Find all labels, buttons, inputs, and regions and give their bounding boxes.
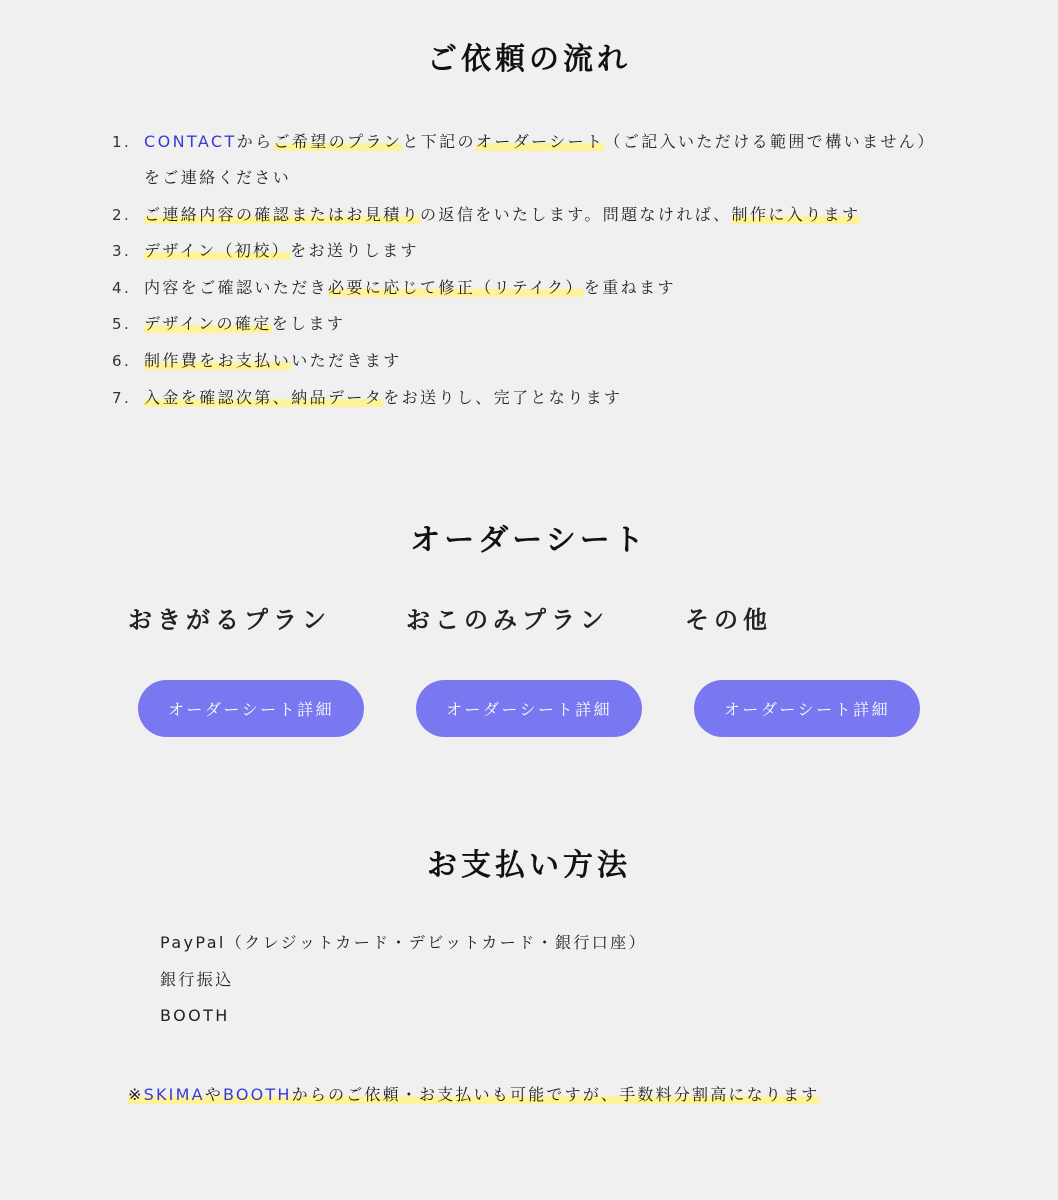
step-text (144, 197, 932, 233)
step-text (144, 343, 932, 379)
step-text-part: から (236, 132, 274, 151)
contact-link[interactable]: CONTACT (144, 132, 237, 151)
payment-method-paypal: PayPal（クレジットカード・デビットカード・銀行口座） (160, 933, 647, 952)
step-text-part: と下記の (402, 132, 476, 151)
step-text-highlight: デザイン（初校） (144, 241, 291, 261)
plan-name-okigaru: おきがるプラン (128, 606, 331, 634)
step-text-part: いただきます (291, 350, 402, 370)
payment-section-title: お支払い方法 (427, 848, 631, 883)
flow-step (112, 306, 932, 342)
step-text (144, 124, 932, 196)
payment-method-bank-transfer: 銀行振込 (160, 969, 234, 989)
step-text-highlight: ご連絡内容の確認またはお見積り (144, 204, 421, 224)
step-text (144, 380, 932, 416)
order-sheet-details-button-okonomi[interactable]: オーダーシート詳細 (416, 680, 642, 737)
booth-link[interactable]: BOOTH (222, 1085, 292, 1104)
step-text (144, 233, 932, 269)
step-text-part: をお送りし、完了となります (383, 387, 623, 407)
note-text: からのご依頼・お支払いも可能ですが、手数料分割高になります (291, 1085, 820, 1104)
flow-section-title: ご依頼の流れ (427, 42, 631, 77)
step-number: 6. (112, 351, 132, 370)
order-sheet-section-title: オーダーシート (410, 523, 648, 558)
step-number: 1. (112, 133, 132, 151)
step-number: 5. (112, 315, 132, 334)
step-text-highlight: ご希望のプラン (273, 132, 403, 151)
step-number: 2. (112, 205, 132, 224)
flow-step (112, 197, 932, 233)
step-text-highlight: 入金を確認次第、納品データ (144, 387, 384, 407)
flow-step (112, 124, 932, 196)
step-text (144, 270, 932, 306)
plans-grid (0, 600, 1058, 760)
step-text-part: の返信をいたします。問題なければ、 (420, 204, 732, 224)
flow-step (112, 380, 932, 416)
flow-step (112, 233, 932, 269)
step-text-part: を重ねます (583, 277, 676, 297)
flow-step (112, 343, 932, 379)
plan-name-okonomi: おこのみプラン (406, 606, 609, 634)
step-number: 4. (112, 278, 132, 297)
step-text-part: 内容をご確認いただき (144, 277, 329, 297)
payment-methods-list (160, 925, 647, 1035)
step-text-part: （ご記入いただける範囲で構いません）をご連絡ください (144, 132, 928, 187)
step-text-highlight: オーダーシート (475, 132, 605, 151)
step-text-highlight: 必要に応じて修正（リテイク） (328, 277, 584, 297)
order-sheet-details-button-okigaru[interactable]: オーダーシート詳細 (138, 680, 364, 737)
step-number: 3. (112, 242, 132, 261)
step-text-highlight: 制作費をお支払い (144, 350, 292, 370)
skima-link[interactable]: SKIMA (143, 1085, 205, 1104)
step-text-part: をします (271, 314, 346, 334)
flow-steps-list (112, 124, 932, 416)
step-text-highlight: デザインの確定 (144, 314, 272, 334)
payment-note (128, 1082, 819, 1105)
step-text (144, 306, 932, 342)
step-number: 7. (112, 388, 132, 407)
step-text-highlight: 制作に入ります (731, 204, 861, 224)
order-sheet-details-button-other[interactable]: オーダーシート詳細 (694, 680, 920, 737)
flow-step (112, 270, 932, 306)
plan-name-other: その他 (685, 606, 772, 634)
step-text-part: をお送りします (290, 241, 419, 261)
payment-method-booth: BOOTH (160, 1006, 230, 1025)
note-text: や (204, 1085, 223, 1104)
note-text: ※ (128, 1085, 144, 1104)
